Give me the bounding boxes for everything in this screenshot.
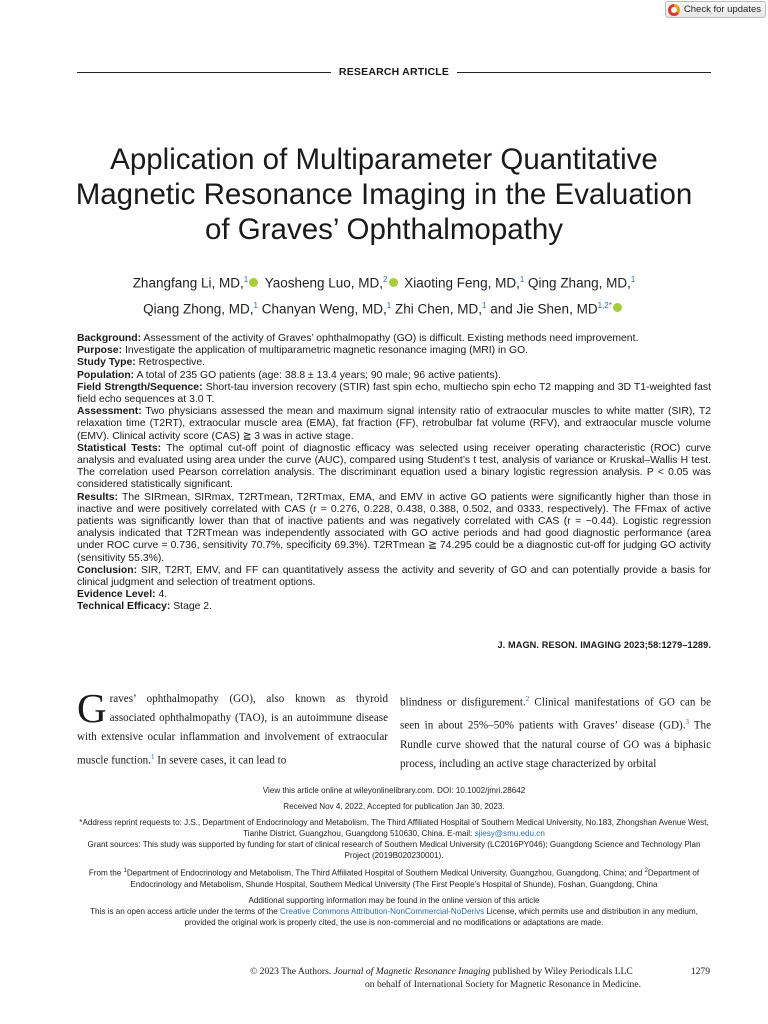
abstract-purpose [77,345,711,357]
abstract-text: 4. [158,589,168,601]
license-note [77,906,711,928]
reference-link[interactable]: 2 [525,695,530,703]
author-name: Jie Shen, MD [516,301,598,316]
body-column-right [400,690,711,774]
author-name: Zhi Chen, MD, [394,301,483,316]
license-link[interactable]: Creative Commons Attribution-NonCommercial-NoDerivs [279,906,485,916]
abstract-label: Statistical Tests: [77,442,162,454]
grant-note: Grant sources: This study was supported by funding for start of clinical research of Southern Medical University (LC2016PY046); Guangdong Science and Technology Plan Project (2019B020230001). [87,840,701,860]
body-text: The Rundle curve showed that the natural course of GO was a biphasic process, including an active stage characterized by orbital [400,719,711,770]
body-text: blindness or disfigurement. [400,696,526,709]
body-text: In severe cases, it can lead to [154,754,287,767]
abstract-label: Technical Efficacy: [77,601,171,613]
abstract-text: A total of 235 GO patients (age: 38.8 ± 13.4 years; 90 male; 96 active patients). [136,369,501,381]
page-number: 1279 [690,966,710,977]
crossmark-icon [668,4,680,16]
abstract-label: Study Type: [77,357,136,369]
abstract-background [77,333,711,345]
body-text: raves’ ophthalmopathy (GO), also known as thyroid associated ophthalmopathy (TAO), is an autoimmune disease with extensive ocular inflammation and involvement of extraocular muscle function. [77,693,388,767]
abstract-text: Two physicians assessed the mean and maximum signal intensity ratio of extraocular muscles to white matter (SIR), T2 relaxation time (T2RT), extraocular muscle area (EMA), fat fraction (FF), retrobulbar fat volume (RFV), and extraocular muscle volume (EMV). Clinical activity score (CAS) ≧ 3 was in active stage. [77,406,711,442]
received-note: Received Nov 4, 2022, Accepted for publication Jan 30, 2023. [283,802,505,811]
section-label [77,66,711,78]
author-name: Xiaoting Feng, MD, [404,275,520,291]
reference-link[interactable]: 3 [685,717,689,726]
affiliation-text: Department of Endocrinology and Metabolism, Shunde Hospital, Southern Medical University (The First People’s Hospital of Shunde), Foshan, Guangdong, China [130,868,700,889]
author-affiliation-sup[interactable]: 2 [383,275,388,284]
orcid-icon[interactable] [249,278,258,287]
affiliation-sup: 1 [123,868,127,874]
journal-name: Journal of Magnetic Resonance Imaging [333,966,491,977]
abstract-label: Field Strength/Sequence: [77,381,203,393]
author-conjunction: and [490,301,513,316]
email-link[interactable]: sjiesy@smu.edu.cn [474,829,545,838]
abstract-text: The SIRmean, SIRmax, T2RTmean, T2RTmax, EMA, and EMV in active GO patients were significantly higher than those in inactive and were positively correlated with CAS (r = 0.276, 0.228, 0.438, 0.388, 0.502, and 0333, respectively). The FFmax of active patients was significantly lower than that of inactive patients and was negatively correlated with CAS (r = −0.44). Logistic regression analysis indicated that T2RTmean was independently associated with GO active periods and had good diagnostic performance (area under ROC curve = 0.736, sensitivity 70.7%, specificity 69.3%). T2RTmean ≧ 74.295 could be a diagnostic cut-off for judging GO activity (sensitivity 55.3%). [77,491,711,564]
author-list [60,269,708,320]
drop-cap: G [77,685,107,731]
abstract-technical-efficacy [77,601,711,613]
reprint-text: *Address reprint requests to: J.S., Department of Endocrinology and Metabolism, The Third Affiliated Hospital of Southern Medical University, No.183, Zhongshan Avenue West, Tianhe District, Guangzhou, Guangdong 510630, China. E-mail: [79,818,709,838]
abstract-label: Purpose: [77,345,123,357]
abstract-assessment [77,406,711,443]
body-text: Clinical manifestations of GO can be seen in about 25%–50% patients with Graves’ disease (GD). [400,696,711,732]
affiliation-text: Department of Endocrinology and Metabolism, The Third Affiliated Hospital of Southern Medical University, Guangzhou, Guangdong, China; and [126,868,643,878]
abstract-text: The optimal cut-off point of diagnostic efficacy was selected using receiver operating characteristic (ROC) curve analysis and evaluated using area under the curve (AUC), compared using Student’s t test, analysis of variance or Kruskal–Wallis H test. The correlation used Pearson correlation analysis. The discriminant equation used a binary logistic regression analysis. P < 0.05 was considered statistically significant. [77,442,711,491]
abstract-label: Population: [77,369,135,381]
abstract-evidence-level [77,589,711,601]
copyright-text: © 2023 The Authors. [250,966,332,977]
affiliations-prefix: From the [88,868,122,878]
abstract-field-strength [77,382,711,406]
abstract-statistical-tests [77,443,711,492]
abstract-label: Conclusion: [77,564,138,576]
author-affiliation-sup[interactable]: 1,2* [597,300,612,310]
abstract-study-type [77,357,711,369]
author-affiliation-sup[interactable]: 1 [386,300,392,310]
author-name: Yaosheng Luo, MD, [264,275,384,291]
author-affiliation-sup[interactable]: 1 [253,300,258,310]
abstract-label: Background: [77,333,142,344]
abstract-text: Assessment of the activity of Graves’ ophthalmopathy (GO) is difficult. Existing methods need improvement. [143,333,639,344]
journal-citation: J. MAGN. RESON. IMAGING 2023;58:1279–1289. [497,640,711,650]
author-name: Qing Zhang, MD, [528,275,631,291]
article-title: Application of Multiparameter Quantitative Magnetic Resonance Imaging in the Evaluation of Graves’ Ophthalmopathy [75,143,693,246]
abstract-label: Results: [77,491,118,503]
page-footer [250,966,710,991]
author-affiliation-sup[interactable]: 1 [243,275,249,284]
license-text: This is an open access article under the terms of the [90,906,278,916]
reference-link[interactable]: 1 [150,752,155,761]
online-note: View this article online at wileyonlinelibrary.com. DOI: 10.1002/jmri.28642 [262,786,526,795]
abstract-population [77,370,711,382]
abstract-conclusion [77,565,711,589]
copyright-line [250,966,633,979]
orcid-icon[interactable] [613,303,622,312]
abstract-text: Retrospective. [138,357,206,369]
section-rule-left [77,72,331,73]
license-text: License, which permits use and distribution in any medium, provided the original work is properly cited, the use is non-commercial and no modifications or adaptations are made. [184,906,698,927]
author-name: Zhangfang Li, MD, [132,275,244,291]
copyright-text: published by Wiley Periodicals LLC [492,966,633,977]
footer-line-1 [250,966,710,979]
abstract-results [77,492,711,565]
abstract [77,333,711,614]
supporting-note: Additional supporting information may be found in the online version of this article [248,895,540,905]
check-for-updates-button[interactable] [665,1,766,18]
body-column-left [77,685,388,771]
abstract-text: Short-tau inversion recovery (STIR) fast spin echo, multiecho spin echo T2 mapping and 3D T1-weighted fast field echo sequences at 3.0 T. [77,381,711,406]
affiliation-sup: 2 [644,868,648,874]
abstract-text: Investigate the application of multiparametric magnetic resonance imaging (MRI) in GO. [124,345,529,357]
check-for-updates-label: Check for updates [683,4,761,15]
author-name: Qiang Zhong, MD, [143,301,254,316]
affiliations-note [77,866,711,890]
abstract-label: Evidence Level: [77,589,156,601]
author-name: Chanyan Weng, MD, [261,301,387,316]
section-label-text: RESEARCH ARTICLE [338,66,450,78]
reprint-note [77,817,711,839]
section-rule-right [457,72,711,73]
footnotes [77,785,711,928]
author-affiliation-sup[interactable]: 1 [519,275,525,284]
abstract-text: SIR, T2RT, EMV, and FF can quantitatively assess the activity and severity of GO and can potentially provide a basis for clinical judgment and selection of treatment options. [77,564,711,589]
orcid-icon[interactable] [389,278,398,287]
footer-line-2: on behalf of International Society for Magnetic Resonance in Medicine. [365,978,641,990]
abstract-label: Assessment: [77,406,142,418]
abstract-text: Stage 2. [173,601,212,613]
author-affiliation-sup[interactable]: 1 [630,275,636,284]
author-affiliation-sup[interactable]: 1 [482,300,487,310]
